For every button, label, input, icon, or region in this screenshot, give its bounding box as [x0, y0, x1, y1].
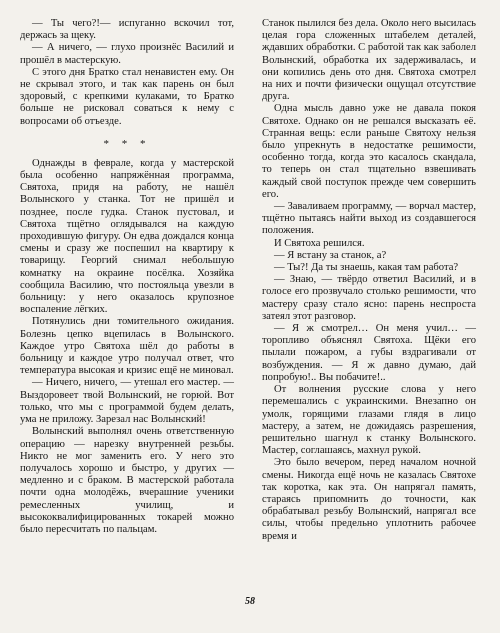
paragraph: — Я встану за станок, а? [274, 249, 387, 261]
paragraph: От волнения русские слова у него перемешались с украинскими. Внезапно он умолк, горящими глазами глядя в лицо мастеру, а затем, не дожидаясь разрешения, решительно шагнул к станку Волынского. Мастер, соглашаясь, махнул рукой. [262, 384, 476, 457]
paragraph: С этого дня Братко стал ненавистен ему. Он не скрывал этого, и так как парень он был здоровый, с крепкими кулаками, то Братко больше не рисковал соваться к нему с вопросами об отъезде. [20, 66, 234, 127]
paragraph: — Ты?! Да ты знаешь, какая там работа? [274, 262, 459, 274]
paragraph: Это было вечером, перед началом ночной смены. Никогда ещё ночь не казалась Святохе так коротка, как эта. Он напрягал память, стараясь припомнить до точности, как обрабатывал резьбу Волынский, напрягал все силы, чтобы предельно уплотнить рабочее время и [262, 457, 476, 542]
paragraph: Одна мысль давно уже не давала покоя Святохе. Однако он не решался высказать её. Странная вещь: если раньше Святоху нельзя было упрекнуть в недостатке решимости, особенно тогда, когда это касалось скандала, то теперь он стал тщательно взвешивать каждый свой поступок прежде чем совершить его. [262, 103, 476, 200]
paragraph: И Святоха решился. [274, 237, 365, 249]
paragraph: — А ничего, — глухо произнёс Василий и прошёл в мастерскую. [20, 42, 234, 66]
paragraph: — Я ж смотрел… Он меня учил… — торопливо объяснял Святоха. Щёки его пылали пожаром, а губы вздрагивали от возбуждения. — Я ж давно думаю, дай попробую!.. Вы побачите!.. [262, 323, 476, 383]
paragraph: Потянулись дни томительного ожидания. Болезнь цепко вцепилась в Волынского. Каждое утро Святоха шёл до работы в больницу и каждое утро получал ответ, что температура высокая и кризис ещё не миновал. [20, 316, 234, 377]
right-column [262, 18, 476, 543]
left-column [20, 18, 234, 536]
paragraph: — Ты чего?!— испуганно вскочил тот, держась за щеку. [20, 18, 234, 42]
paragraph: Волынский выполнял очень ответственную операцию — нарезку внутренней резьбы. Никто не мог заменить его. У него это получалось хорошо и быстро, у других — медленно и с браком. В мастерской работала почти одна молодёжь, вчерашние ученики ремесленных училищ, и высококвалифицированных токарей можно было пересчитать по пальцам. [20, 426, 234, 535]
paragraph: Станок пылился без дела. Около него высилась целая гора сложенных штабелем деталей, ждавших обработки. С работой так как заболел Волынский, обработка их задерживалась, и они копились день ото дня. Святоха смотрел на них и почти физически ощущал отсутствие друга. [262, 18, 476, 103]
paragraph: Однажды в феврале, когда у мастерской была особенно напряжённая программа, Святоха, придя на работу, не нашёл Волынского у станка. Тот не пришёл и позднее, после гудка. Станок пустовал, и Святоха тщётно оглядывался на каждую проходившую фигуру. Он едва дождался конца смены и сразу же поспешил на квартиру к товарищу. Георгий снимал небольшую комнатку на окраине посёлка. Хозяйка сообщила Василию, что постояльца увезли в больницу: у него оказалось крупозное воспаление лёгких. [20, 157, 234, 316]
paragraph: — Заваливаем программу, — ворчал мастер, тщётно пытаясь найти выход из создавшегося положения. [262, 201, 476, 237]
section-separator: * * * [103, 137, 151, 150]
paragraph: — Ничего, ничего, — утешал его мастер. — Выздоровеет твой Волынский, не горюй. Вот только, что мы с программой будем делать, ума не приложу. Зарезал нас Волынский! [20, 377, 234, 426]
paragraph: — Знаю, — твёрдо ответил Василий, и в голосе его прозвучало столько решимости, что мастеру сразу стало ясно: парень неспроста затеял этот разговор. [262, 274, 476, 322]
page-number: 58 [245, 596, 255, 607]
